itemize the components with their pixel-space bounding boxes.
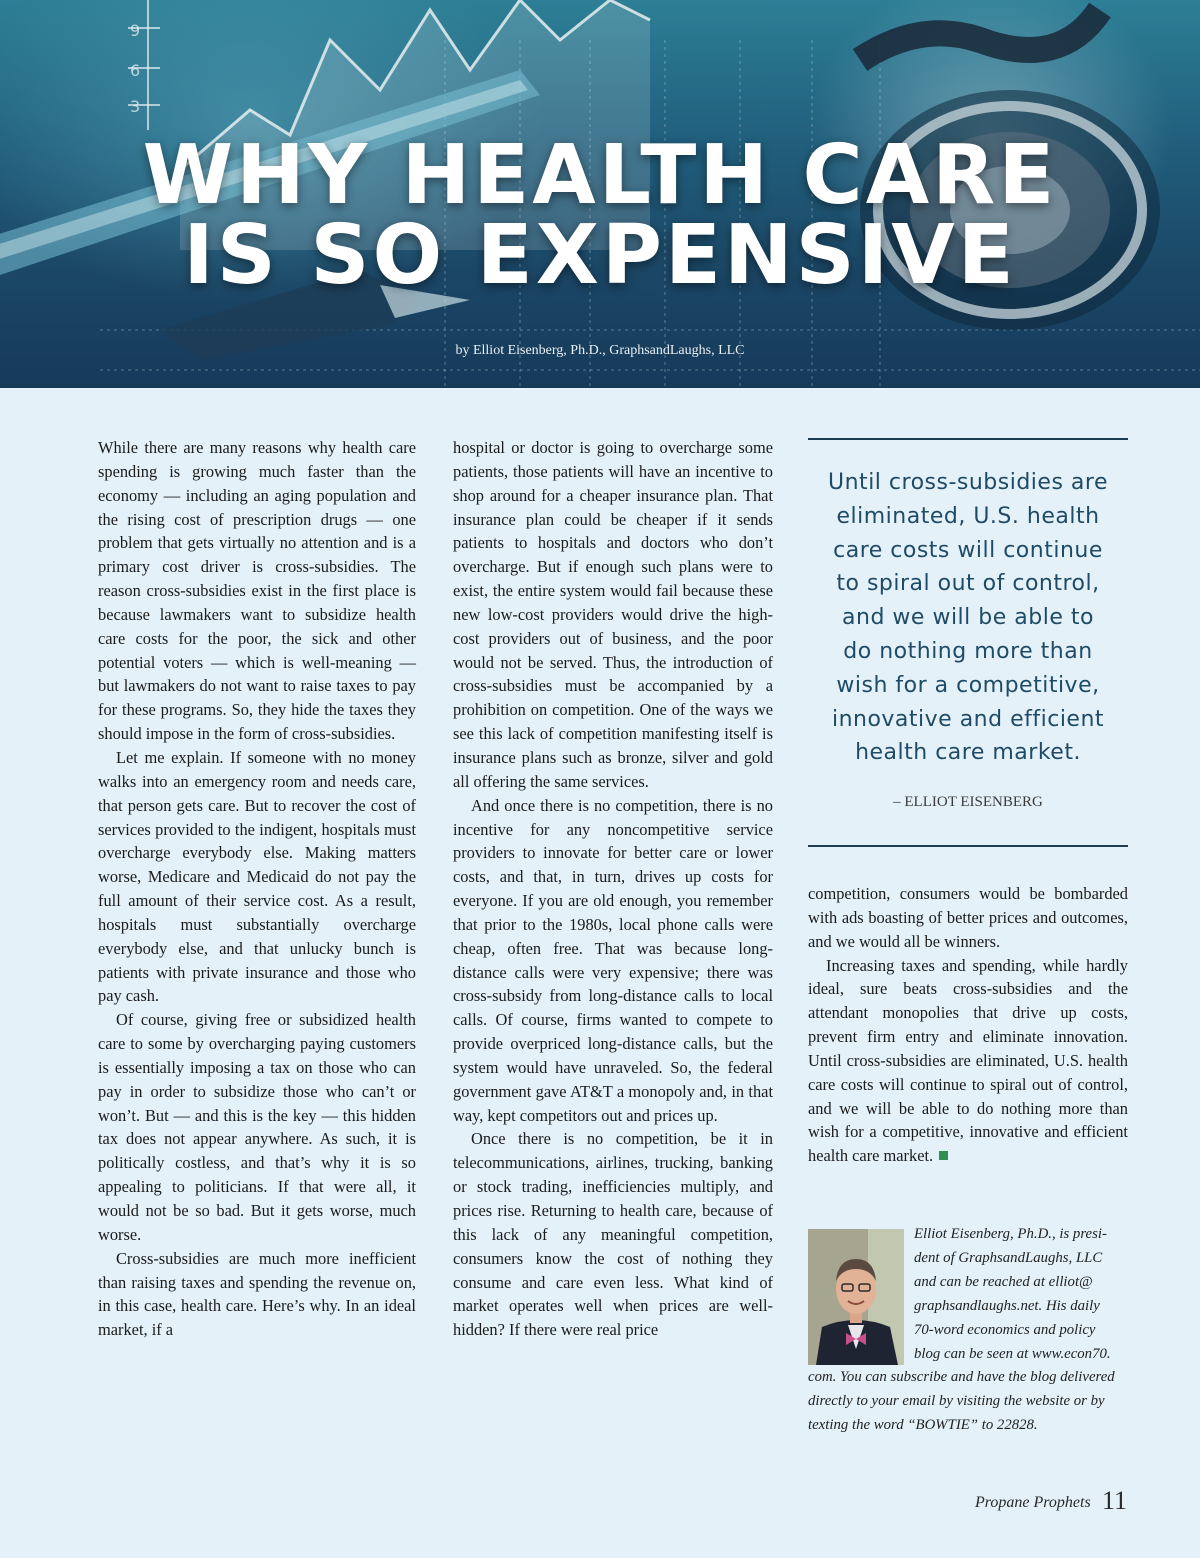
paragraph: Cross-subsidies are much more inefficient than raising taxes and spending the revenue on, in this case, health care. Here’s why. In an ideal market, if a	[98, 1248, 416, 1340]
paragraph	[808, 954, 1128, 1169]
pull-quote-attribution: – ELLIOT EISENBERG	[893, 794, 1043, 810]
paragraph: hospital or doctor is going to overcharge some patients, those patients will have an incentive to shop around for a cheaper insurance plan. That insurance plan could be cheaper if it sends patients to hospitals and doctors who don’t overcharge. But if enough such plans were to exist, the entire system would fail because these new low-cost providers would drive the high-cost providers out of business, and the poor would not be served. Thus, the introduction of cross-subsidies must be accompanied by a prohibition on competition. One of the ways we see this lack of competition manifesting itself is insurance plans such as bronze, silver and gold all offering the same services.	[453, 438, 773, 791]
bio-line: and can be reached at elliot@	[914, 1273, 1093, 1290]
pull-quote-line: health care market.	[855, 740, 1081, 766]
paragraph: While there are many reasons why health care spending is growing much faster than the economy — including an aging population and the rising cost of prescription drugs — one problem that gets virtually no attention and is a primary cost driver is cross-subsidies. The reason cross-subsidies exist in the first place is because lawmakers want to subsidize health care costs for the poor, the sick and other potential voters — which is well-meaning — but lawmakers do not want to raise taxes to pay for these programs. So, they hide the taxes they should impose in the form of cross-subsidies.	[98, 438, 416, 744]
pull-quote-line: eliminated, U.S. health	[836, 503, 1100, 529]
article-title-line1: WHY HEALTH CARE	[142, 128, 1058, 223]
bio-line: 70-word economics and policy	[914, 1321, 1096, 1338]
pull-quote-line: innovative and efficient	[831, 706, 1105, 732]
article-title	[0, 128, 1200, 303]
ruler-label-9: 9	[130, 21, 141, 40]
pull-quote-line: Until cross-subsidies are	[828, 470, 1108, 495]
bio-line: blog can be seen at www.econ70.	[914, 1345, 1111, 1362]
ruler-label-3: 3	[130, 97, 141, 116]
bio-line: texting the word “BOWTIE” to 22828.	[808, 1417, 1038, 1434]
pull-quote-line: to spiral out of control,	[836, 571, 1100, 597]
bio-line: com. You can subscribe and have the blog delivered	[808, 1369, 1115, 1386]
author-bio	[808, 1223, 1128, 1438]
bio-line: directly to your email by visiting the website or by	[808, 1393, 1105, 1410]
publication-name: Propane Prophets	[975, 1494, 1091, 1511]
pull-quote-top-rule	[808, 438, 1128, 440]
ruler-label-6: 6	[130, 61, 141, 80]
pull-quote-line: do nothing more than	[843, 638, 1093, 664]
ruler-labels	[130, 21, 140, 116]
bio-line: graphsandlaughs.net. His daily	[914, 1297, 1100, 1314]
page-number: 11	[1102, 1486, 1128, 1515]
header-image	[0, 0, 1200, 388]
paragraph: Let me explain. If someone with no money walks into an emergency room and needs care, that person gets care. But to recover the cost of services provided to the indigent, hospitals must overcharge everybody else. Making matters worse, Medicare and Medicaid do not pay the full amount of their service cost. As a result, hospitals must substantially overcharge everybody else, and that unlucky bunch is patients with private insurance and those who pay cash.	[98, 747, 416, 1006]
pull-quote-line: care costs will continue	[833, 537, 1103, 563]
pull-quote	[808, 466, 1128, 770]
pull-quote-line: and we will be able to	[842, 605, 1094, 631]
paragraph-text: Increasing taxes and spending, while hardly ideal, sure beats cross-subsidies and the attendant monopolies that drive up costs, prevent firm entry and eliminate innovation. Until cross-subsidies are eliminated, U.S. health care costs will continue to spiral out of control, and we will be able to do nothing more than wish for a competitive, innovative and efficient health care market.	[808, 955, 1128, 1166]
paragraph: And once there is no competition, there is no incentive for any noncompetitive service providers to innovate for better care or lower costs, and that, in turn, drives up costs for everyone. If you are old enough, you remember that prior to the 1980s, local phone calls were cheap, often free. That was because long-distance calls were very expensive; there was cross-subsidy from long-distance calls to local calls. Of course, firms wanted to compete to provide overpriced long-distance calls, but the system would have unraveled. So, the federal government gave AT&T a monopoly and, in that way, kept competitors out and prices up.	[453, 795, 773, 1125]
paragraph: Of course, giving free or subsidized health care to some by overcharging paying customers is essentially imposing a tax on those who can pay in order to subsidize those who can’t or won’t. But — and this is the key — this hidden tax does not appear anywhere. As such, it is politically costless, and that’s why it is so appealing to politicians. If that were all, it would not be so bad. But it gets worse, much worse.	[98, 1010, 416, 1244]
paragraph: Once there is no competition, be it in telecommunications, airlines, trucking, banking or stock trading, inefficiencies multiply, and prices rise. Returning to health care, because of this lack of any meaningful competition, consumers know the cost of nothing they consume and care even less. What kind of market operates well when prices are well-hidden? If there were real price	[453, 1129, 773, 1340]
article-column-1	[98, 436, 416, 1342]
paragraph: competition, consumers would be bombarded with ads boasting of better prices and outcomes, and we would all be winners.	[808, 884, 1128, 951]
article-column-3	[808, 882, 1128, 1168]
bio-line: dent of GraphsandLaughs, LLC	[914, 1249, 1103, 1266]
bio-line: Elliot Eisenberg, Ph.D., is presi-	[914, 1226, 1107, 1242]
end-of-article-icon	[939, 1151, 948, 1160]
byline: by Elliot Eisenberg, Ph.D., GraphsandLaughs, LLC	[455, 343, 745, 358]
article-title-line2: IS SO EXPENSIVE	[183, 208, 1017, 303]
pull-quote-bottom-rule	[808, 845, 1128, 847]
article-column-2	[453, 436, 773, 1342]
pull-quote-line: wish for a competitive,	[836, 672, 1100, 698]
